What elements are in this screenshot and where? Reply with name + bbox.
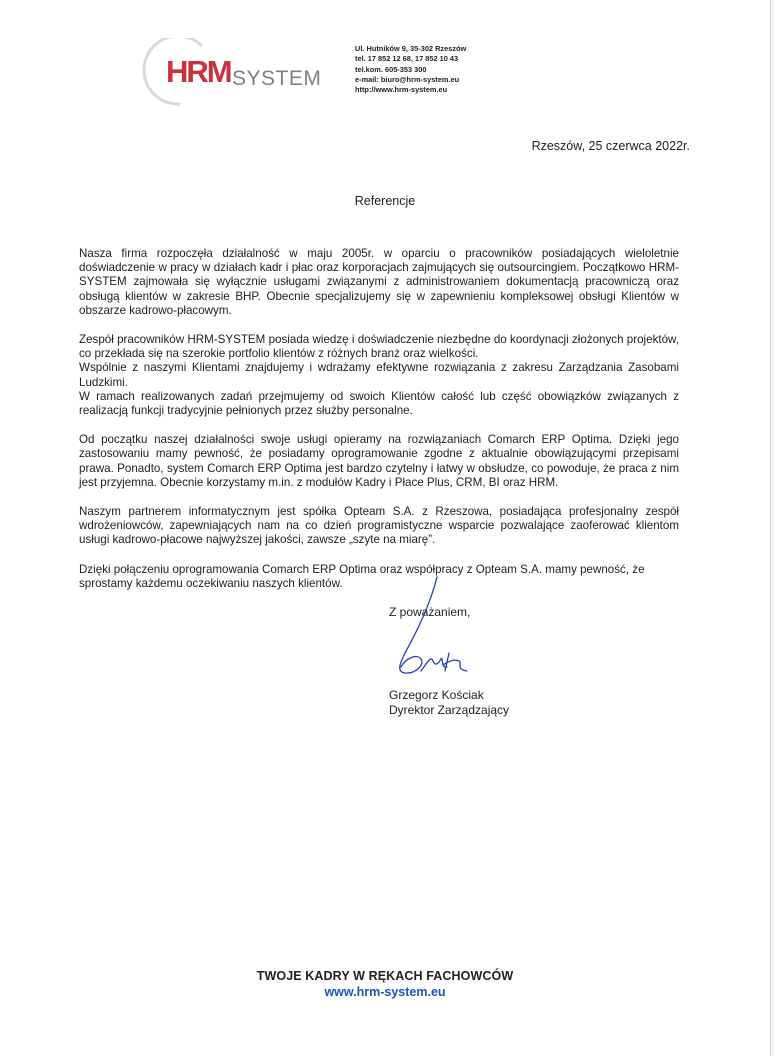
signature-icon: [375, 575, 485, 690]
letter-subject: Referencje: [354, 194, 416, 208]
signer-block: [389, 688, 509, 718]
contact-address: Ul. Hutników 9, 35-302 Rzeszów: [355, 44, 467, 53]
contact-mobile: tel.kom. 605-353 300: [355, 64, 427, 74]
signer-name: Grzegorz Kościak: [389, 688, 484, 702]
logo-hrm-text: HRM: [166, 54, 231, 89]
contact-phone: tel. 17 852 12 68, 17 852 10 43: [355, 54, 459, 64]
signer-title: Dyrektor Zarządzający: [389, 703, 510, 717]
contact-email[interactable]: e-mail: biuro@hrm-system.eu: [355, 74, 460, 84]
paragraph-2: Zespół pracowników HRM-SYSTEM posiada wiedzę i doświadczenie niezbędne do koordynacji złożonych projektów, co przekłada się na szerokie portfolio klientów z różnych branż oraz wielkości.: [79, 333, 679, 361]
logo-system-text: SYSTEM: [232, 67, 322, 90]
contact-block: [355, 44, 466, 95]
paragraph-7: Dzięki połączeniu oprogramowania Comarch ERP Optima oraz współpracy z Opteam S.A. mamy pewność, że sprostamy każdemu oczekiwaniu naszych klientów.: [79, 562, 645, 590]
paragraph-4: W ramach realizowanych zadań przejmujemy od swoich Klientów całość lub część obowiązków związanych z realizacją funkcji tradycyjnie pełnionych przez służby personalne.: [79, 389, 679, 418]
footer-website-link[interactable]: www.hrm-system.eu: [324, 985, 446, 999]
contact-web[interactable]: http://www.hrm-system.eu: [355, 85, 448, 95]
closing-text: Z poważaniem,: [389, 605, 471, 619]
paragraph-3: Wspólnie z naszymi Klientami znajdujemy i wdrażamy efektywne rozwiązania z zakresu Zarządzania Zasobami Ludzkimi.: [79, 361, 679, 389]
paragraph-5: Od początku naszej działalności swoje usługi opieramy na rozwiązaniach Comarch ERP Optima. Dzięki jego zastosowaniu mamy pewność, że posiadamy oprogramowanie zgodne z aktualnie obowiązującymi przepisami prawa. Ponadto, system Comarch ERP Optima jest bardzo czytelny i łatwy w obsłudze, co powoduje, że praca z nim jest przyjemna. Obecnie korzystamy m.in. z modułów Kadry i Płace Plus, CRM, BI oraz HRM.: [79, 433, 679, 489]
letter-date: Rzeszów, 25 czerwca 2022r.: [531, 139, 690, 153]
paragraph-6: Naszym partnerem informatycznym jest spółka Opteam S.A. z Rzeszowa, posiadająca profesjonalny zespół wdrożeniowców, zapewniających nam na co dzień programistyczne wsparcie pozwalające zaoferować klientom usługi kadrowo-płacowe najwyższej jakości, zawsze „szyte na miarę”.: [79, 505, 679, 547]
letter-footer: [0, 969, 770, 999]
company-logo: [140, 38, 340, 108]
footer-slogan: TWOJE KADRY W RĘKACH FACHOWCÓW: [256, 969, 514, 983]
paragraph-1: Nasza firma rozpoczęła działalność w maju 2005r. w oparciu o pracowników posiadających wieloletnie doświadczenie w pracy w działach kadr i płac oraz korporacjach zajmujących się outsourcingiem. Początkowo HRM-SYSTEM zajmowała się wyłącznie usługami związanymi z administrowaniem dokumentacją pracowniczą oraz obsługą klientów w zakresie BHP. Obecnie specjalizujemy się w zapewnieniu kompleksowej obsługi Klientów w obszarze kadrowo-płacowym.: [79, 247, 679, 317]
letter-body: [79, 247, 679, 606]
